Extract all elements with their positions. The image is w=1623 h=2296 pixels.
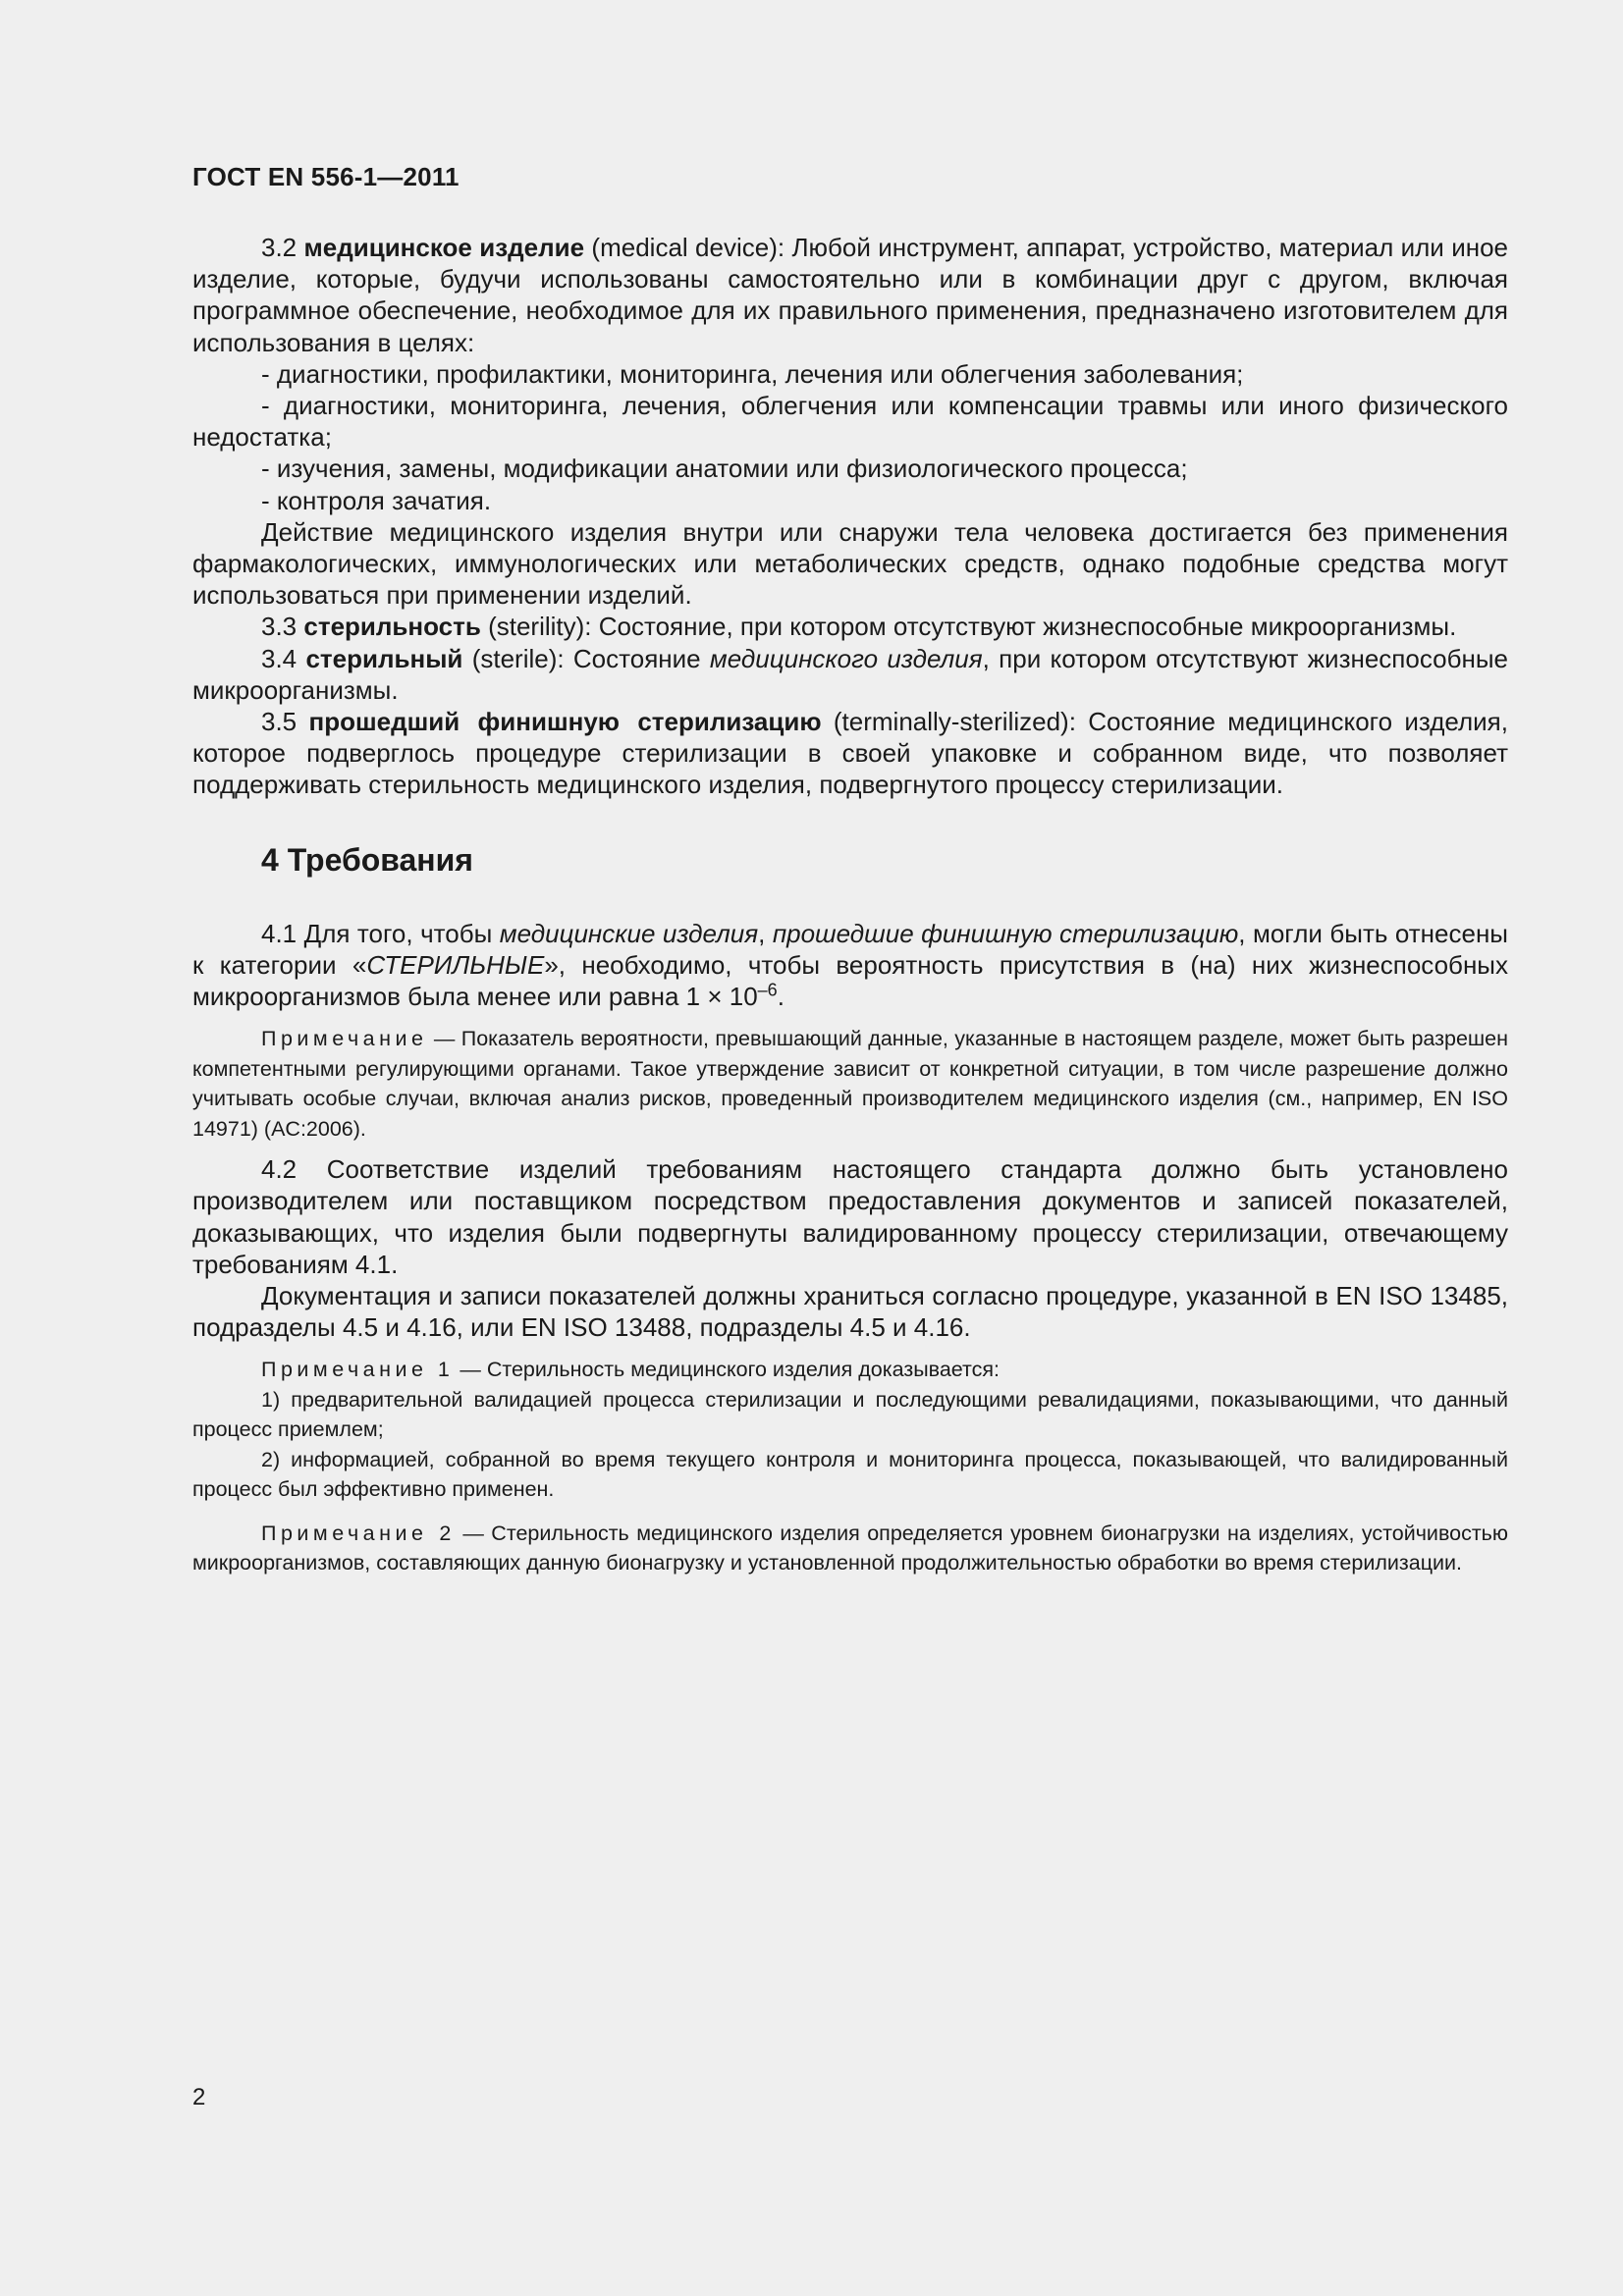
page-number: 2 xyxy=(192,2084,206,2110)
note-label: Примечание 2 xyxy=(261,1521,456,1545)
note-paragraph xyxy=(192,1024,1508,1144)
note-list-item: 1) предварительной валидацией процесса стерилизации и последующими ревалидациями, показывающими, что данный процесс приемлем; xyxy=(192,1387,1508,1442)
page-content xyxy=(192,232,1508,1578)
italic-reference: прошедшие финишную стерилизацию xyxy=(772,918,1239,948)
term-sterility: стерильность xyxy=(303,612,481,642)
clause-text: (terminally-sterilized): Состояние медицинского изделия, которое подверглось процедуре стерилизации в своей упаковке и собранном виде, что позволяет поддерживать стерильность медицинского изделия, подвергнутого процессу стерилизации. xyxy=(192,707,1508,800)
term-terminally-sterilized: прошедший финишную стерилизацию xyxy=(308,707,822,737)
clause-3-3 xyxy=(192,611,1508,642)
clause-text: , могли быть отнесены к категории « xyxy=(192,918,1508,980)
clause-text: . xyxy=(777,982,784,1012)
italic-reference: СТЕРИЛЬНЫЕ xyxy=(366,949,545,980)
note-list-item: 2) информацией, собранной во время текущего контроля и мониторинга процесса, показывающей, что валидированный процесс был эффективно применен. xyxy=(192,1447,1508,1502)
list-item: - диагностики, мониторинга, лечения, облегчения или компенсации травмы или иного физического недостатка; xyxy=(192,391,1508,453)
note-label: Примечание xyxy=(261,1027,428,1051)
note-4-2-1 xyxy=(192,1355,1508,1505)
note-label: Примечание 1 xyxy=(261,1358,455,1382)
term-sterile: стерильный xyxy=(305,643,463,673)
clause-text: », необходимо, чтобы вероятность присутствия в (на) них жизнеспособных микроорганизмов была менее или равна 1 × 10 xyxy=(192,949,1508,1012)
document-header: ГОСТ EN 556-1—2011 xyxy=(192,162,460,191)
clause-3-5 xyxy=(192,706,1508,801)
note-4-2-2 xyxy=(192,1519,1508,1578)
clause-text: , при котором отсутствуют жизнеспособные микроорганизмы. xyxy=(192,643,1508,705)
clause-text: (medical device): Любой инструмент, аппарат, устройство, материал или иное изделие, которые, будучи использованы самостоятельно или в комбинации друг с другом, включая программное обеспечение, необходимое для их правильного применения, предназначено изготовителем для использования в целях: xyxy=(192,233,1508,357)
clause-3-2 xyxy=(192,232,1508,358)
section-4 xyxy=(192,918,1508,1013)
note-paragraph xyxy=(192,1519,1508,1578)
note-text: — Стерильность медицинского изделия определяется уровнем бионагрузки на изделиях, устойчивостью микроорганизмов, составляющих данную бионагрузку и установленной продолжительностью обработки во время стерилизации. xyxy=(192,1521,1508,1575)
clause-3-2-continuation: Действие медицинского изделия внутри или снаружи тела человека достигается без применения фармакологических, иммунологических или метаболических средств, однако подобные средства могут использоваться при применении изделий. xyxy=(192,516,1508,611)
clause-number: 3.5 xyxy=(261,707,298,737)
clause-text: (sterility): Состояние, при котором отсутствуют жизнеспособные микроорганизмы. xyxy=(480,612,1457,642)
clause-text: (sterile): Состояние xyxy=(462,643,710,673)
list-item: - изучения, замены, модификации анатомии или физиологического процесса; xyxy=(261,454,1188,484)
term-medical-device: медицинское изделие xyxy=(303,233,585,262)
section-4-2 xyxy=(192,1153,1508,1343)
section-3 xyxy=(192,232,1508,801)
clause-4-1 xyxy=(192,918,1508,1013)
clause-3-4 xyxy=(192,643,1508,706)
note-text: — Показатель вероятности, превышающий данные, указанные в настоящем разделе, может быть разрешен компетентными регулирующими органами. Такое утверждение зависит от конкретной ситуации, в том числе разрешение должно учитывать особые случаи, включая анализ рисков, проведенный производителем медицинского изделия (см., например, EN ISO 14971) (AC:2006). xyxy=(192,1027,1508,1141)
note-text: — Стерильность медицинского изделия доказывается: xyxy=(454,1358,1001,1382)
list-item: - диагностики, профилактики, мониторинга, лечения или облегчения заболевания; xyxy=(261,358,1244,389)
italic-reference: медицинские изделия xyxy=(499,918,759,948)
clause-number: 3.4 xyxy=(261,643,298,673)
section-4-heading: 4 Требования xyxy=(261,841,473,878)
note-paragraph xyxy=(192,1355,1508,1385)
clause-number: 3.3 xyxy=(261,612,298,642)
clause-text: , xyxy=(758,918,773,948)
clause-text: 4.1 Для того, чтобы xyxy=(261,918,500,948)
note-4-1 xyxy=(192,1024,1508,1144)
clause-number: 3.2 xyxy=(261,233,298,262)
exponent: –6 xyxy=(757,980,778,1000)
clause-4-2-documentation: Документация и записи показателей должны храниться согласно процедуре, указанной в EN ISO 13485, подразделы 4.5 и 4.16, или EN ISO 13488, подразделы 4.5 и 4.16. xyxy=(192,1281,1508,1343)
clause-4-2: 4.2 Соответствие изделий требованиям настоящего стандарта должно быть установлено производителем или поставщиком посредством предоставления документов и записей показателей, доказывающих, что изделия были подвергнуты валидированному процессу стерилизации, отвечающему требованиям 4.1. xyxy=(192,1154,1508,1279)
list-item: - контроля зачатия. xyxy=(261,485,492,515)
italic-reference: медицинского изделия xyxy=(709,643,983,673)
